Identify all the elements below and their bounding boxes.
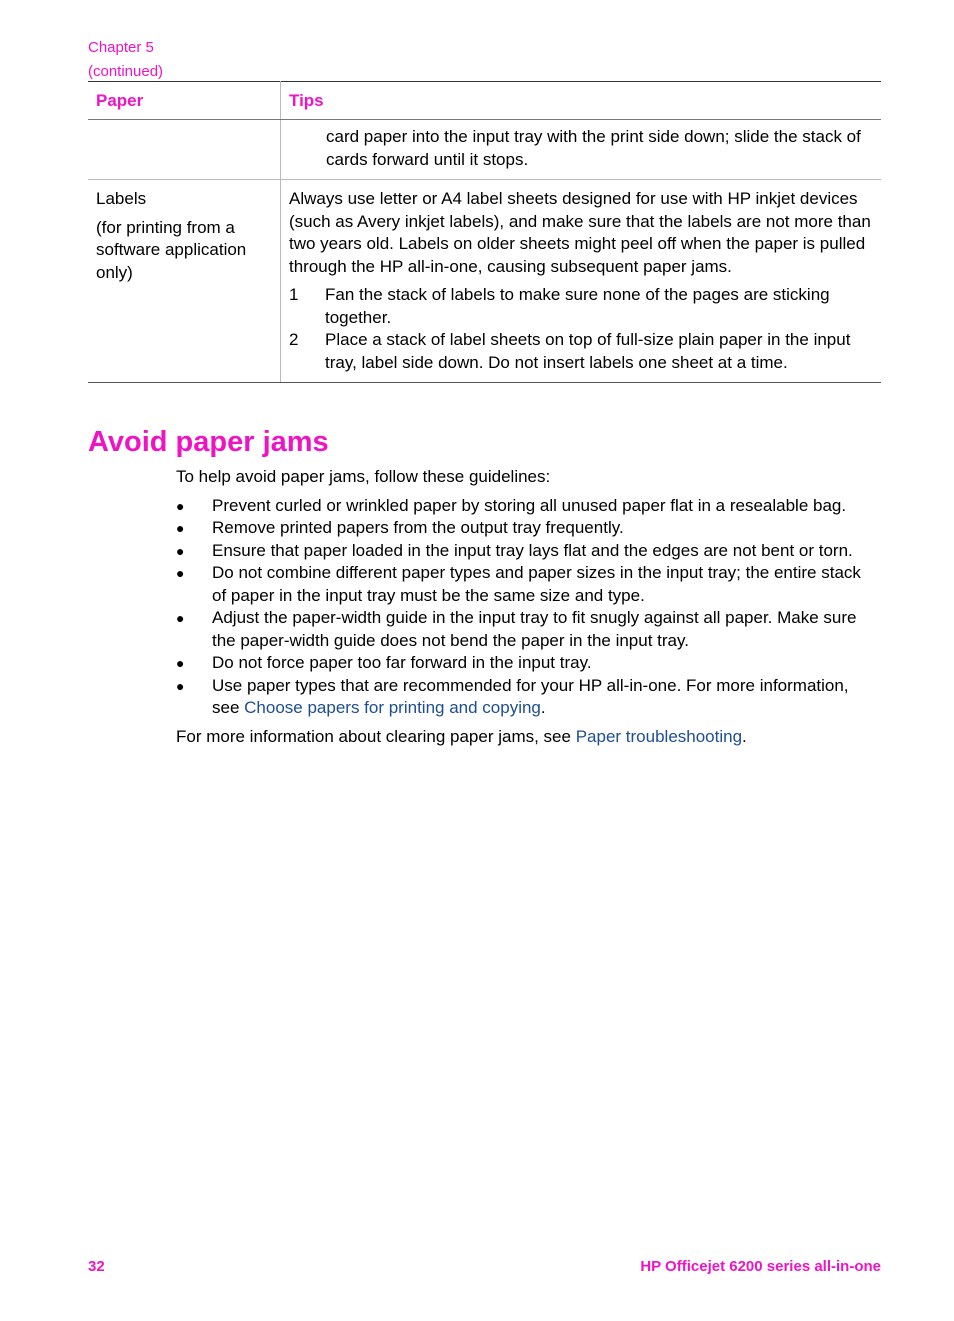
steps-list [289,284,873,374]
bullet-text: Adjust the paper-width guide in the input tray to fit snugly against all paper. Make sure the paper-width guide does not bend the paper in the input tray. [212,608,857,650]
column-header-tips: Tips [281,82,882,120]
choose-papers-link[interactable]: Choose papers for printing and copying [244,698,541,717]
section-body [176,466,876,754]
bullet-text: Do not force paper too far forward in the input tray. [212,653,592,672]
page-footer [88,1258,881,1275]
step-text: Place a stack of label sheets on top of full-size plain paper in the input tray, label side down. Do not insert labels one sheet at a time. [325,330,851,372]
chapter-label: Chapter 5 [88,39,154,56]
paper-note: (for printing from a software application only) [96,217,247,282]
tips-intro: Always use letter or A4 label sheets designed for use with HP inkjet devices (such as Avery inkjet labels), and make sure that the labels are not more than two years old. Labels on older sheets might peel off when the paper is pulled through the HP all-in-one, causing subsequent paper jams. [289,189,871,276]
paper-cell [88,180,281,383]
list-item [176,540,876,563]
closing-text: For more information about clearing paper jams, see [176,726,576,746]
section-title: Avoid paper jams [88,426,329,458]
product-name: HP Officejet 6200 series all-in-one [640,1258,881,1275]
bullet-icon: ● [176,542,185,559]
table-row [88,120,881,180]
column-header-paper: Paper [88,82,281,120]
list-item [176,675,876,720]
table-header-row [88,82,881,120]
bullet-text-lead: Use paper types that are recommended for your HP all-in-one. For more information, see [212,675,849,717]
list-item [176,562,876,607]
paper-cell-empty [88,120,281,180]
bullet-text: Prevent curled or wrinkled paper by storing all unused paper flat in a resealable bag. [212,495,847,515]
bullet-icon: ● [176,520,185,536]
step-number: 1 [289,285,299,304]
tips-cell [281,180,882,383]
closing-paragraph [176,726,876,749]
bullet-text: Do not combine different paper types and paper sizes in the input tray; the entire stack of paper in the input tray must be the same size and type. [212,563,861,605]
bullet-text: Ensure that paper loaded in the input tray lays flat and the edges are not bent or torn. [212,540,853,560]
list-item [176,652,876,675]
guidelines-list [176,495,876,720]
list-item [289,329,873,374]
tips-continued-text: card paper into the input tray with the print side down; slide the stack of cards forward until it stops. [326,127,861,169]
continued-label: (continued) [88,63,164,80]
bullet-text [212,675,876,720]
step-text: Fan the stack of labels to make sure none of the pages are sticking together. [325,285,830,327]
section-intro: To help avoid paper jams, follow these guidelines: [176,467,551,486]
list-item [289,284,873,329]
bullet-icon: ● [176,565,185,581]
bullet-icon: ● [176,655,185,671]
running-header [88,36,163,84]
bullet-icon: ● [176,610,185,626]
page-number: 32 [88,1258,105,1275]
bullet-icon: ● [176,677,185,694]
paper-tips-table [88,81,881,383]
paper-troubleshooting-link[interactable]: Paper troubleshooting [575,726,743,746]
bullet-text-end: . [540,698,546,717]
closing-end: . [742,726,747,746]
list-item [176,495,876,518]
step-number: 2 [289,330,299,349]
tips-cell [281,120,882,180]
bullet-icon: ● [176,497,185,514]
bullet-text: Remove printed papers from the output tray frequently. [212,518,624,537]
list-item [176,607,876,652]
table-row [88,180,881,383]
paper-name: Labels [96,189,147,208]
list-item [176,517,876,540]
